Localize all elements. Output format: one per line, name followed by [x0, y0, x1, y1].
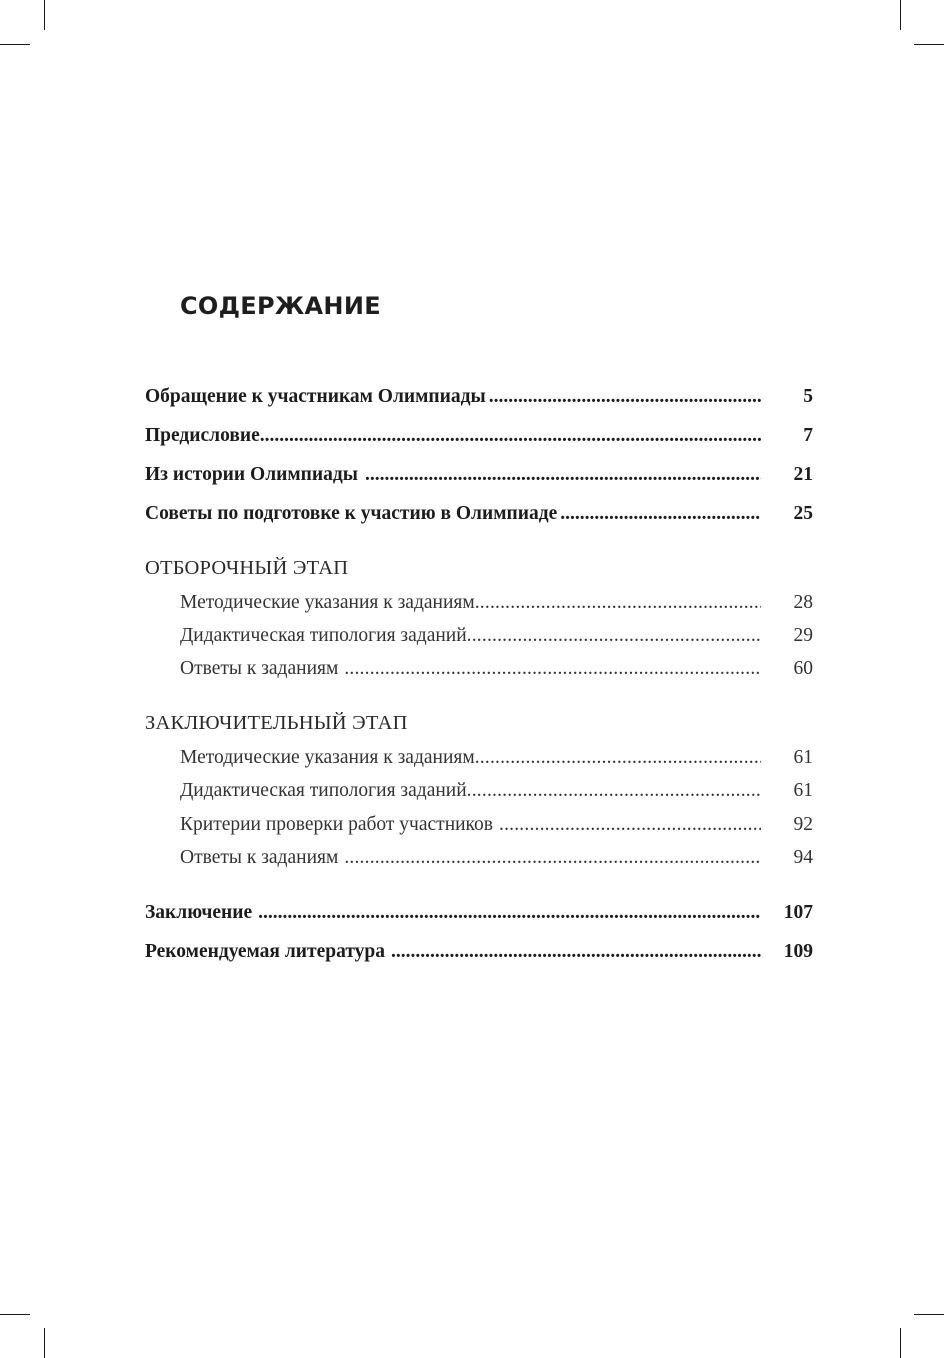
- toc-subentry[interactable]: [180, 814, 813, 840]
- dot-leader: [499, 814, 761, 836]
- toc-entry-page: 25: [793, 503, 813, 524]
- toc-entry-label: Методические указания к заданиям: [180, 747, 475, 768]
- toc-entry-page: 109: [783, 941, 813, 962]
- dot-leader: [258, 902, 761, 924]
- dot-leader: [467, 625, 761, 647]
- dot-leader: [391, 941, 761, 963]
- toc-entry-page: 94: [793, 847, 813, 868]
- toc-entry-page: 7: [803, 425, 813, 446]
- toc-entry-history[interactable]: [145, 464, 813, 490]
- toc-entry-label: Дидактическая типология заданий: [180, 780, 467, 801]
- toc-entry-page: 107: [783, 902, 813, 923]
- dot-leader: [344, 847, 761, 869]
- toc-subentry[interactable]: [180, 592, 813, 618]
- toc-entry-label: Ответы к заданиям: [180, 847, 339, 868]
- page-title: СОДЕРЖАНИЕ: [180, 292, 381, 320]
- toc-entry-page: 28: [793, 592, 813, 613]
- toc-entry-label: Ответы к заданиям: [180, 658, 339, 679]
- toc-entry-page: 21: [793, 464, 813, 485]
- toc-subentry[interactable]: [180, 625, 813, 651]
- toc-entry-page: 60: [793, 658, 813, 679]
- toc-entry-label: Советы по подготовке к участию в Олимпиаде: [145, 503, 558, 524]
- toc-entry-label: Предисловие: [145, 425, 260, 446]
- toc-entry-page: 5: [803, 386, 813, 407]
- toc-entry-literature[interactable]: [145, 941, 813, 967]
- toc-entry-page: 61: [793, 747, 813, 768]
- toc-entry-address[interactable]: [145, 386, 813, 412]
- toc-entry-page: 61: [793, 780, 813, 801]
- toc-subentry[interactable]: [180, 747, 813, 773]
- section-heading-final: ЗАКЛЮЧИТЕЛЬНЫЙ ЭТАП: [145, 712, 408, 734]
- toc-entry-label: Методические указания к заданиям: [180, 592, 475, 613]
- toc-entry-page: 92: [793, 814, 813, 835]
- dot-leader: [475, 592, 761, 614]
- toc-entry-preface[interactable]: [145, 425, 813, 451]
- toc-subentry[interactable]: [180, 658, 813, 684]
- toc-entry-conclusion[interactable]: [145, 902, 813, 928]
- toc-entry-label: Дидактическая типология заданий: [180, 625, 467, 646]
- dot-leader: [475, 747, 761, 769]
- dot-leader: [489, 386, 761, 408]
- dot-leader: [467, 780, 761, 802]
- toc-entry-label: Критерии проверки работ участников: [180, 814, 493, 835]
- dot-leader: [260, 425, 761, 447]
- toc-entry-label: Обращение к участникам Олимпиады: [145, 386, 486, 407]
- dot-leader: [560, 503, 761, 525]
- toc-entry-advice[interactable]: [145, 503, 813, 529]
- section-heading-qualifying: ОТБОРОЧНЫЙ ЭТАП: [145, 557, 349, 579]
- dot-leader: [344, 658, 761, 680]
- toc-entry-label: Рекомендуемая литература: [145, 941, 385, 962]
- toc-subentry[interactable]: [180, 780, 813, 806]
- toc-entry-label: Из истории Олимпиады: [145, 464, 358, 485]
- dot-leader: [365, 464, 761, 486]
- toc-entry-page: 29: [793, 625, 813, 646]
- toc-entry-label: Заключение: [145, 902, 253, 923]
- toc-subentry[interactable]: [180, 847, 813, 873]
